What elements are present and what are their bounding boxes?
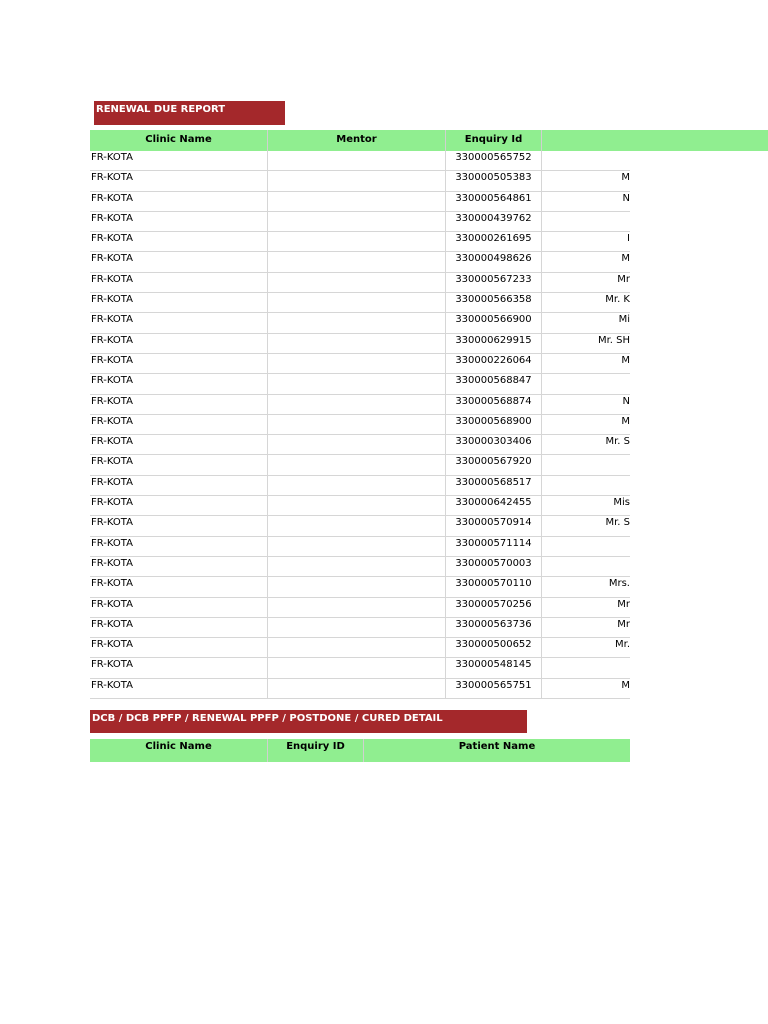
cell-col4: Mr [617, 598, 630, 610]
cell-mentor [268, 151, 446, 170]
cell-clinic-name: FR-KOTA [90, 679, 268, 698]
cell-mentor [268, 435, 446, 454]
cell-clinic-name: FR-KOTA [90, 476, 268, 495]
cell-clinic-name: FR-KOTA [90, 537, 268, 556]
cell-clinic-name: FR-KOTA [90, 598, 268, 617]
cell-col4 [542, 658, 630, 677]
table-row [90, 455, 630, 475]
cell-enquiry-id: 330000563736 [446, 618, 542, 637]
cell-mentor [268, 232, 446, 251]
table-row [90, 212, 630, 232]
cell-mentor [268, 679, 446, 698]
cell-enquiry-id: 330000568517 [446, 476, 542, 495]
cell-mentor [268, 557, 446, 576]
cell-col4 [542, 476, 630, 495]
table-row [90, 516, 630, 536]
cell-clinic-name: FR-KOTA [90, 192, 268, 211]
cell-col4: M [621, 253, 630, 265]
table-row [90, 334, 630, 354]
cell-mentor [268, 638, 446, 657]
cell-enquiry-id: 330000568874 [446, 395, 542, 414]
table-row [90, 395, 630, 415]
cell-mentor [268, 293, 446, 312]
cell-mentor [268, 374, 446, 393]
cell-col4: N [622, 395, 630, 407]
cell-mentor [268, 415, 446, 434]
cell-mentor [268, 354, 446, 373]
table-row [90, 476, 630, 496]
cell-col4: Mr. SH [597, 334, 630, 346]
cell-col4 [542, 374, 630, 393]
cell-col4: Mrs. [608, 578, 630, 590]
cell-col4: Mr [617, 273, 630, 285]
table-row [90, 313, 630, 333]
header-mentor: Mentor [268, 130, 446, 151]
cell-col4: Mr. S [605, 436, 630, 448]
cell-clinic-name: FR-KOTA [90, 557, 268, 576]
cell-clinic-name: FR-KOTA [90, 273, 268, 292]
cell-enquiry-id: 330000565751 [446, 679, 542, 698]
table-row [90, 415, 630, 435]
renewal-due-report-title: RENEWAL DUE REPORT [94, 101, 285, 125]
cell-enquiry-id: 330000505383 [446, 171, 542, 190]
cell-enquiry-id: 330000570256 [446, 598, 542, 617]
cell-mentor [268, 212, 446, 231]
cell-enquiry-id: 330000566358 [446, 293, 542, 312]
table-row [90, 151, 630, 171]
cell-enquiry-id: 330000568847 [446, 374, 542, 393]
cell-col4: Mr. K [605, 294, 630, 306]
table-row [90, 192, 630, 212]
dcb-detail-title: DCB / DCB PPFP / RENEWAL PPFP / POSTDONE / CURED DETAIL [90, 710, 527, 733]
cell-col4 [542, 557, 630, 576]
table-row [90, 354, 630, 374]
cell-clinic-name: FR-KOTA [90, 354, 268, 373]
cell-col4 [542, 151, 630, 170]
cell-mentor [268, 658, 446, 677]
cell-enquiry-id: 330000226064 [446, 354, 542, 373]
cell-mentor [268, 395, 446, 414]
cell-mentor [268, 192, 446, 211]
cell-clinic-name: FR-KOTA [90, 395, 268, 414]
cell-col4: M [621, 679, 630, 691]
cell-mentor [268, 455, 446, 474]
header-enquiry-id: Enquiry Id [446, 130, 542, 151]
cell-col4: Mr. S [605, 517, 630, 529]
header-clinic-name-2: Clinic Name [90, 739, 268, 762]
cell-clinic-name: FR-KOTA [90, 171, 268, 190]
cell-clinic-name: FR-KOTA [90, 415, 268, 434]
table-row [90, 435, 630, 455]
cell-col4: I [627, 233, 630, 245]
cell-enquiry-id: 330000303406 [446, 435, 542, 454]
cell-enquiry-id: 330000566900 [446, 313, 542, 332]
cell-col4: N [622, 192, 630, 204]
header-col4 [542, 130, 630, 151]
cell-clinic-name: FR-KOTA [90, 638, 268, 657]
cell-mentor [268, 577, 446, 596]
cell-col4 [542, 455, 630, 474]
cell-mentor [268, 618, 446, 637]
cell-enquiry-id: 330000565752 [446, 151, 542, 170]
header-clinic-name: Clinic Name [90, 130, 268, 151]
cell-enquiry-id: 330000568900 [446, 415, 542, 434]
cell-col4: Mr [617, 618, 630, 630]
cell-col4: Mi [618, 314, 630, 326]
table-row [90, 679, 630, 699]
cell-clinic-name: FR-KOTA [90, 252, 268, 271]
renewal-table-body [90, 151, 630, 699]
cell-mentor [268, 171, 446, 190]
cell-clinic-name: FR-KOTA [90, 435, 268, 454]
cell-col4 [542, 537, 630, 556]
table-row [90, 293, 630, 313]
table-row [90, 577, 630, 597]
cell-clinic-name: FR-KOTA [90, 658, 268, 677]
table-row [90, 638, 630, 658]
table-row [90, 232, 630, 252]
cell-clinic-name: FR-KOTA [90, 577, 268, 596]
cell-enquiry-id: 330000261695 [446, 232, 542, 251]
cell-clinic-name: FR-KOTA [90, 496, 268, 515]
cell-mentor [268, 334, 446, 353]
table-row [90, 496, 630, 516]
table-row [90, 171, 630, 191]
cell-clinic-name: FR-KOTA [90, 212, 268, 231]
table-row [90, 557, 630, 577]
cell-enquiry-id: 330000642455 [446, 496, 542, 515]
cell-clinic-name: FR-KOTA [90, 232, 268, 251]
table-row [90, 252, 630, 272]
cell-enquiry-id: 330000500652 [446, 638, 542, 657]
cell-col4: Mr. [615, 639, 630, 651]
cell-col4: M [621, 172, 630, 184]
cell-col4: Mis [613, 497, 630, 509]
cell-mentor [268, 516, 446, 535]
cell-clinic-name: FR-KOTA [90, 374, 268, 393]
cell-clinic-name: FR-KOTA [90, 313, 268, 332]
header-enquiry-id-2: Enquiry ID [268, 739, 364, 762]
cell-clinic-name: FR-KOTA [90, 455, 268, 474]
cell-enquiry-id: 330000498626 [446, 252, 542, 271]
table-row [90, 618, 630, 638]
cell-col4: M [621, 415, 630, 427]
cell-enquiry-id: 330000570110 [446, 577, 542, 596]
cell-enquiry-id: 330000567920 [446, 455, 542, 474]
cell-clinic-name: FR-KOTA [90, 334, 268, 353]
cell-mentor [268, 537, 446, 556]
cell-mentor [268, 252, 446, 271]
table-row [90, 658, 630, 678]
table-row [90, 537, 630, 557]
cell-col4 [542, 212, 630, 231]
dcb-table-header [90, 739, 630, 762]
renewal-table-header [90, 130, 768, 151]
cell-enquiry-id: 330000570003 [446, 557, 542, 576]
cell-enquiry-id: 330000564861 [446, 192, 542, 211]
table-row [90, 374, 630, 394]
cell-enquiry-id: 330000570914 [446, 516, 542, 535]
cell-enquiry-id: 330000629915 [446, 334, 542, 353]
cell-enquiry-id: 330000567233 [446, 273, 542, 292]
cell-mentor [268, 313, 446, 332]
cell-mentor [268, 598, 446, 617]
cell-mentor [268, 496, 446, 515]
table-row [90, 273, 630, 293]
header-patient-name: Patient Name [458, 741, 536, 752]
cell-mentor [268, 476, 446, 495]
cell-enquiry-id: 330000548145 [446, 658, 542, 677]
cell-enquiry-id: 330000439762 [446, 212, 542, 231]
cell-clinic-name: FR-KOTA [90, 293, 268, 312]
cell-col4: M [621, 354, 630, 366]
cell-enquiry-id: 330000571114 [446, 537, 542, 556]
table-row [90, 598, 630, 618]
cell-clinic-name: FR-KOTA [90, 151, 268, 170]
cell-clinic-name: FR-KOTA [90, 618, 268, 637]
cell-clinic-name: FR-KOTA [90, 516, 268, 535]
cell-mentor [268, 273, 446, 292]
